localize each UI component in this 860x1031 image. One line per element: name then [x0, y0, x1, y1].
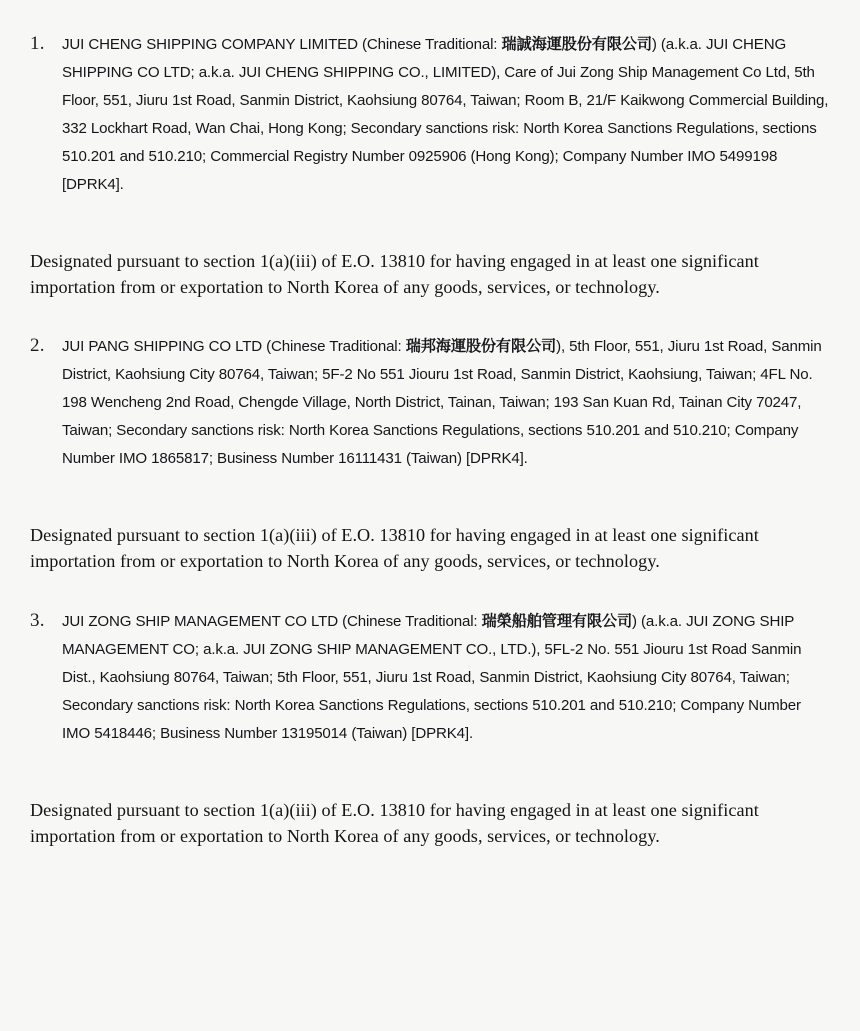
spacer [22, 205, 838, 249]
sanction-entry [22, 607, 838, 748]
spacer [22, 754, 838, 798]
entry-name-prefix: JUI ZONG SHIP MANAGEMENT CO LTD (Chinese Traditional: [62, 613, 482, 630]
spacer [22, 300, 838, 332]
entry-chinese-name: 瑞誠海運股份有限公司 [501, 35, 652, 53]
entry-chinese-name: 瑞榮船舶管理有限公司 [481, 612, 633, 630]
entry-chinese-name: 瑞邦海運股份有限公司 [405, 337, 557, 355]
entry-name-prefix: JUI PANG SHIPPING CO LTD (Chinese Traditional: [62, 338, 406, 355]
entry-details: ) (a.k.a. JUI CHENG SHIPPING CO LTD; a.k.a. JUI CHENG SHIPPING CO., LIMITED), Care of Jui Zong Ship Management Co Ltd, 5th Floor, 551, Jiuru 1st Road, Sanmin District, Kaohsiung 80764, Taiwan; Room B, 21/F Kaikwong Commercial Building, 332 Lockhart Road, Wan Chai, Hong Kong; Secondary sanctions risk: North Korea Sanctions Regulations, sections 510.201 and 510.210; Commercial Registry Number 0925906 (Hong Kong); Company Number IMO 5499198 [DPRK4]. [62, 36, 829, 193]
entry-body-text [62, 332, 838, 473]
list-marker: 1. [30, 33, 45, 54]
designation-paragraph: Designated pursuant to section 1(a)(iii) of E.O. 13810 for having engaged in at least one significant importation from or exportation to North Korea of any goods, services, or technology. [30, 251, 759, 297]
spacer [22, 479, 838, 523]
spacer [22, 574, 838, 607]
designation-paragraph: Designated pursuant to section 1(a)(iii) of E.O. 13810 for having engaged in at least one significant importation from or exportation to North Korea of any goods, services, or technology. [30, 525, 759, 571]
list-marker: 2. [30, 335, 45, 356]
entry-body-text [62, 607, 838, 748]
entry-details: ) (a.k.a. JUI ZONG SHIP MANAGEMENT CO; a.k.a. JUI ZONG SHIP MANAGEMENT CO., LTD.), 5FL-2 No. 551 Jiouru 1st Road Sanmin Dist., Kaohsiung 80764, Taiwan; 5th Floor, 551, Jiuru 1st Road, Sanmin District, Kaohsiung City 80764, Taiwan; Secondary sanctions risk: North Korea Sanctions Regulations, sections 510.201 and 510.210; Company Number IMO 5418446; Business Number 13195014 (Taiwan) [DPRK4]. [62, 613, 802, 742]
entry-name-prefix: JUI CHENG SHIPPING COMPANY LIMITED (Chinese Traditional: [62, 36, 502, 53]
sanction-entry [22, 332, 838, 473]
entry-body-text [62, 30, 838, 199]
designation-paragraph: Designated pursuant to section 1(a)(iii) of E.O. 13810 for having engaged in at least one significant importation from or exportation to North Korea of any goods, services, or technology. [30, 800, 759, 846]
sanction-entry [22, 30, 838, 199]
entry-details: ), 5th Floor, 551, Jiuru 1st Road, Sanmin District, Kaohsiung City 80764, Taiwan; 5F-2 No 551 Jiouru 1st Road, Sanmin District, Kaohsiung, Taiwan; 4FL No. 198 Wencheng 2nd Road, Chengde Village, North District, Tainan, Taiwan; 193 San Kuan Rd, Tainan City 70247, Taiwan; Secondary sanctions risk: North Korea Sanctions Regulations, sections 510.201 and 510.210; Company Number IMO 1865817; Business Number 16111431 (Taiwan) [DPRK4]. [62, 338, 822, 467]
list-marker: 3. [30, 610, 45, 631]
